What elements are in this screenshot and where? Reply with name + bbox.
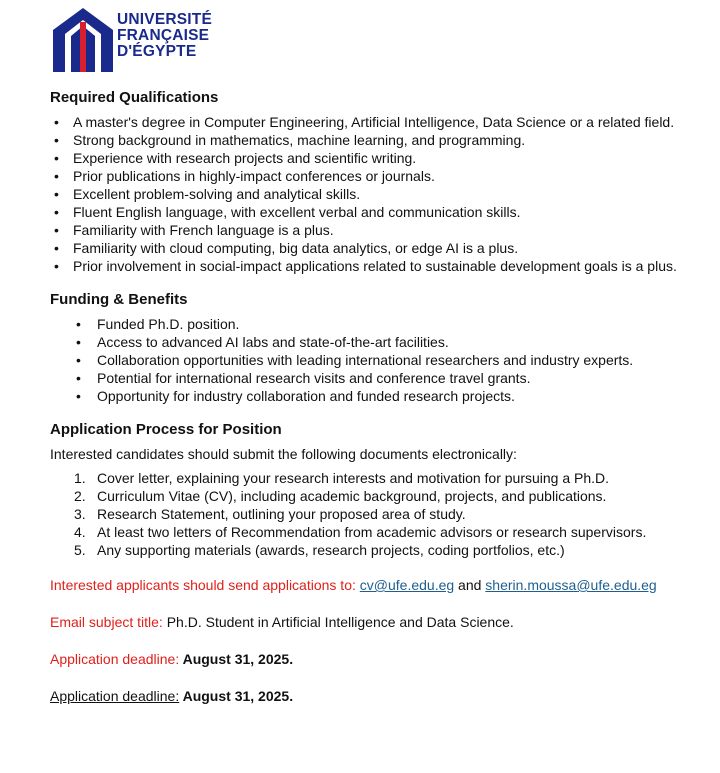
email-subject-line <box>50 613 680 631</box>
list-item: • Access to advanced AI labs and state-of-the-art facilities. <box>50 333 680 351</box>
deadline-value-repeat: August 31, 2025. <box>179 688 294 704</box>
contact-line <box>50 576 680 594</box>
university-name <box>117 12 212 60</box>
item-number: 2. <box>74 488 86 504</box>
deadline-value: August 31, 2025. <box>179 651 294 667</box>
list-item: • Opportunity for industry collaboration and funded research projects. <box>50 387 680 405</box>
funding-list <box>50 315 680 405</box>
email-link-cv[interactable]: cv@ufe.edu.eg <box>359 577 455 593</box>
contact-joiner: and <box>454 577 486 593</box>
item-number: 1. <box>74 470 86 486</box>
list-item <box>50 541 680 559</box>
item-text: At least two letters of Recommendation from academic advisors or research supervisors. <box>97 524 647 540</box>
list-item: • Familiarity with French language is a plus. <box>50 221 680 239</box>
email-subject-label: Email subject title: <box>50 614 163 630</box>
university-emblem-icon <box>53 8 113 72</box>
list-item: • Collaboration opportunities with leading international researchers and industry experts. <box>50 351 680 369</box>
university-logo <box>53 8 212 72</box>
list-item: • Excellent problem-solving and analytical skills. <box>50 185 680 203</box>
list-item: • Experience with research projects and scientific writing. <box>50 149 680 167</box>
item-number: 4. <box>74 524 86 540</box>
list-item: • A master's degree in Computer Engineering, Artificial Intelligence, Data Science or a related field. <box>50 113 680 131</box>
logo-line-1: UNIVERSITÉ <box>117 11 213 28</box>
item-text: Cover letter, explaining your research interests and motivation for pursuing a Ph.D. <box>97 470 610 486</box>
list-item: • Prior involvement in social-impact applications related to sustainable development goals is a plus. <box>50 257 680 275</box>
item-text: Curriculum Vitae (CV), including academic background, projects, and publications. <box>97 488 607 504</box>
item-text: Research Statement, outlining your proposed area of study. <box>97 506 466 522</box>
application-heading: Application Process for Position <box>50 421 282 438</box>
list-item: • Funded Ph.D. position. <box>50 315 680 333</box>
logo-line-3: D'ÉGYPTE <box>117 43 197 60</box>
deadline-line-repeat <box>50 687 680 705</box>
list-item: • Prior publications in highly-impact conferences or journals. <box>50 167 680 185</box>
deadline-label: Application deadline: <box>50 651 180 667</box>
email-subject-value: Ph.D. Student in Artificial Intelligence and Data Science. <box>162 614 514 630</box>
funding-section <box>50 290 680 405</box>
logo-line-2: FRANÇAISE <box>117 27 210 44</box>
qualifications-heading: Required Qualifications <box>50 89 219 106</box>
email-link-sherin[interactable]: sherin.moussa@ufe.edu.eg <box>485 577 657 593</box>
list-item <box>50 487 680 505</box>
qualifications-section <box>50 88 680 275</box>
list-item <box>50 505 680 523</box>
document-body <box>50 88 680 705</box>
application-documents-list <box>50 469 680 559</box>
item-text: Any supporting materials (awards, research projects, coding portfolios, etc.) <box>97 542 565 558</box>
list-item <box>50 523 680 541</box>
item-number: 3. <box>74 506 86 522</box>
list-item: • Strong background in mathematics, machine learning, and programming. <box>50 131 680 149</box>
item-number: 5. <box>74 542 86 558</box>
deadline-line <box>50 650 680 668</box>
application-intro: Interested candidates should submit the following documents electronically: <box>50 446 517 462</box>
deadline-label-repeat: Application deadline: <box>50 688 180 704</box>
funding-heading: Funding & Benefits <box>50 291 188 308</box>
contact-prefix: Interested applicants should send applications to: <box>50 577 360 593</box>
list-item: • Potential for international research visits and conference travel grants. <box>50 369 680 387</box>
application-section <box>50 420 680 559</box>
list-item: • Familiarity with cloud computing, big data analytics, or edge AI is a plus. <box>50 239 680 257</box>
list-item <box>50 469 680 487</box>
list-item: • Fluent English language, with excellent verbal and communication skills. <box>50 203 680 221</box>
qualifications-list <box>50 113 680 275</box>
